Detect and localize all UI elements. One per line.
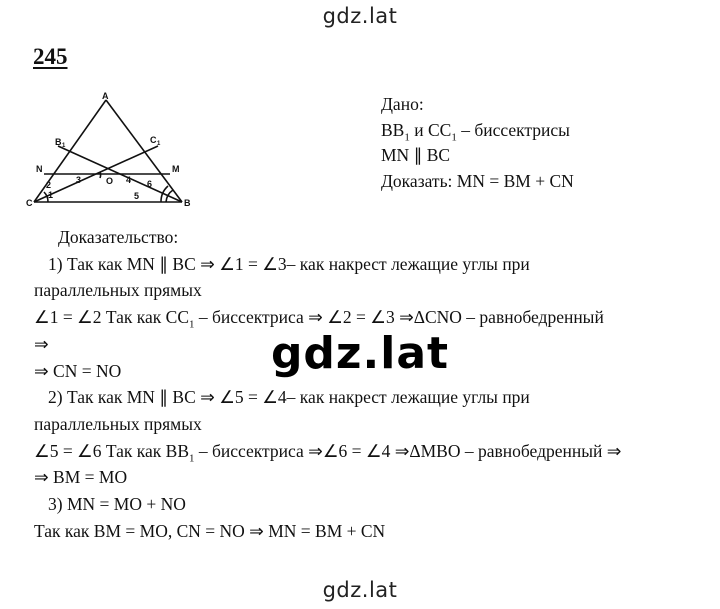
label-b1: B — [55, 137, 62, 147]
proof-step-1-bisector — [34, 304, 694, 331]
label-c1-sub: 1 — [157, 141, 161, 147]
angle-arc-o — [100, 172, 101, 178]
proof-step-2-result: ⇒ BM = MO — [34, 467, 128, 488]
label-b1-sub: 1 — [62, 143, 66, 149]
proof-step-1-arrow: ⇒ — [34, 333, 49, 354]
given-block — [381, 92, 574, 194]
proof-step-2-bisector — [34, 438, 694, 465]
given-bb-sub: 1 — [404, 131, 410, 143]
proof-l3a: ∠1 = ∠2 Так как CC — [34, 307, 189, 328]
proof-heading: Доказательство: — [58, 227, 179, 247]
label-angle-6: 6 — [147, 179, 153, 189]
label-angle-1: 1 — [48, 190, 54, 200]
proof-l8a: ∠5 = ∠6 Так как BB — [34, 440, 189, 461]
proof-l8a-sub: 1 — [189, 452, 195, 465]
label-c1: C — [150, 135, 157, 145]
label-angle-2: 2 — [46, 180, 52, 190]
label-m: M — [172, 164, 180, 174]
site-header-label: gdz.lat — [322, 4, 398, 28]
label-c: C — [26, 198, 33, 208]
label-angle-4: 4 — [126, 175, 132, 185]
proof-step-2: 2) Так как MN ∥ BC ⇒ ∠5 = ∠4– как накрест лежащие углы при — [48, 387, 530, 408]
given-parallel: MN ∥ BC — [381, 145, 451, 165]
proof-step-2-cont: параллельных прямых — [34, 413, 202, 434]
proof-step-1: 1) Так как MN ∥ BC ⇒ ∠1 = ∠3– как накрест лежащие углы при — [48, 253, 530, 274]
label-o: O — [106, 176, 114, 186]
watermark: gdz.lat — [270, 328, 450, 379]
site-footer-label: gdz.lat — [322, 578, 398, 602]
proof-l8b: – биссектриса ⇒∠6 = ∠4 ⇒ΔMBO – равнобедренный ⇒ — [194, 440, 622, 461]
proof-block — [34, 224, 694, 544]
given-cc: и CC — [409, 119, 452, 140]
given-cc-sub: 1 — [451, 131, 457, 143]
triangle-figure — [26, 92, 196, 210]
label-a: A — [102, 92, 109, 101]
given-bb: BB — [381, 119, 405, 140]
label-angle-5: 5 — [134, 191, 140, 201]
given-bisectors-text: – биссектрисы — [456, 119, 570, 140]
given-to-prove: Доказать: MN = BM + CN — [381, 170, 574, 191]
problem-number: 245 — [33, 44, 68, 69]
given-title: Дано: — [381, 94, 424, 114]
label-angle-3: 3 — [76, 175, 82, 185]
proof-step-3: 3) MN = MO + NO — [48, 494, 186, 515]
given-bisectors — [381, 118, 574, 144]
proof-l3b: – биссектриса ⇒ ∠2 = ∠3 ⇒ΔCNO – равнобедренный — [194, 307, 604, 328]
side-ab — [106, 100, 182, 202]
proof-l3a-sub: 1 — [189, 318, 195, 331]
proof-step-1-result: ⇒ CN = NO — [34, 360, 122, 381]
label-n: N — [36, 164, 43, 174]
proof-step-1-cont: параллельных прямых — [34, 280, 202, 301]
label-b: B — [184, 198, 191, 208]
proof-conclusion: Так как BM = MO, CN = NO ⇒ MN = BM + CN — [34, 520, 386, 541]
